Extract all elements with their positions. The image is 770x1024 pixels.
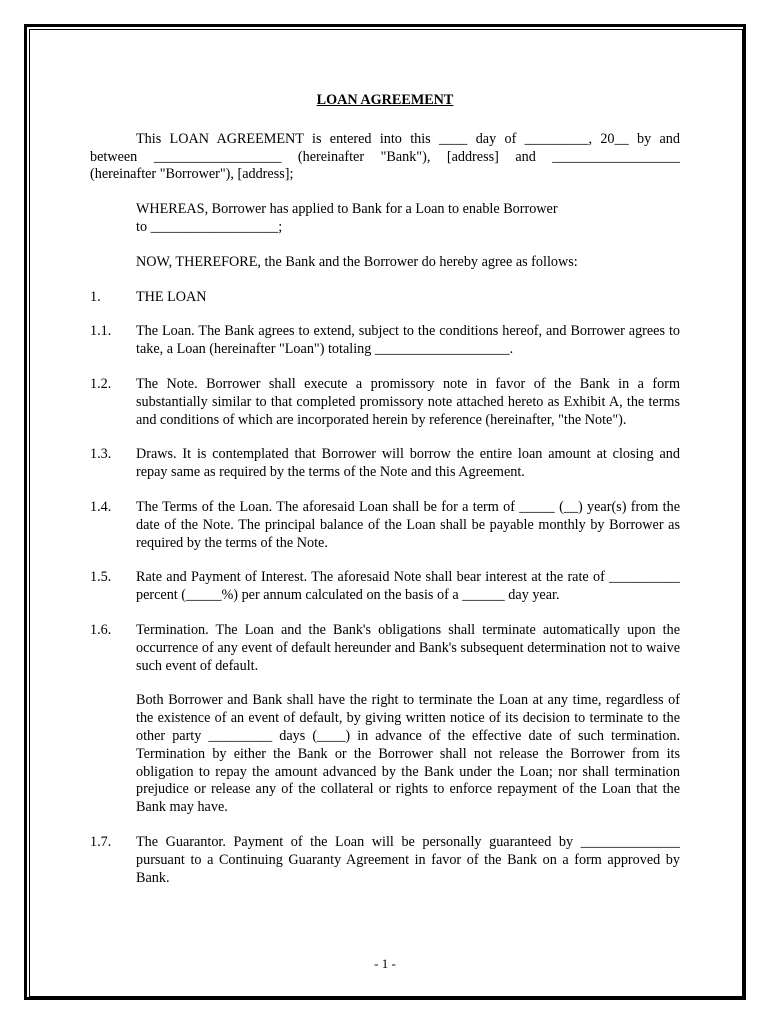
whereas-line-2: to __________________; (136, 218, 283, 235)
clause-text: The Terms of the Loan. The aforesaid Loan shall be for a term of _____ (__) year(s) from the date of the Note. The principal balance of the Loan shall be payable monthly by Borrower as required by the terms of the Note. (136, 498, 680, 551)
clause-text: Draws. It is contemplated that Borrower will borrow the entire loan amount at closing and repay same as required by the terms of the Note and this Agreement. (136, 446, 680, 481)
clause-text: The Guarantor. Payment of the Loan will be personally guaranteed by ______________ pursuant to a Continuing Guaranty Agreement in favor of the Bank on a form approved by Bank. (136, 833, 680, 886)
section-title: THE LOAN (136, 288, 207, 305)
section-number: 1. (90, 288, 101, 305)
clause-text: The Loan. The Bank agrees to extend, subject to the conditions hereof, and Borrower agrees to take, a Loan (hereinafter "Loan") totaling ___________________. (136, 323, 680, 358)
now-therefore-paragraph: NOW, THEREFORE, the Bank and the Borrower do hereby agree as follows: (136, 253, 578, 270)
clause-text: The Note. Borrower shall execute a promissory note in favor of the Bank in a form substantially similar to that completed promissory note attached hereto as Exhibit A, the terms and conditions of which are incorporated herein by reference (hereinafter, "the Note"). (136, 375, 680, 428)
clause-number: 1.3. (90, 446, 112, 463)
whereas-line-1: WHEREAS, Borrower has applied to Bank for a Loan to enable Borrower (136, 201, 558, 218)
intro-line-1: This LOAN AGREEMENT is entered into this ____ day of _________, 20__ by and (136, 130, 680, 147)
whereas-paragraph (136, 201, 680, 237)
clause-1-1 (90, 323, 680, 359)
clause-number: 1.4. (90, 498, 112, 515)
clause-number: 1.7. (90, 833, 112, 850)
intro-paragraph (90, 131, 680, 184)
page-number: - 1 - (374, 956, 396, 971)
section-heading (90, 289, 680, 307)
document-title: LOAN AGREEMENT (316, 92, 454, 108)
termination-followup-paragraph: Both Borrower and Bank shall have the right to terminate the Loan at any time, regardless of the existence of an event of default, by giving written notice of its decision to terminate to the other party _________ days (____) in advance of the effective date of such termination. Termination by either the Bank or the Borrower shall not release the Borrower from its obligation to repay the amount advanced by the Bank under the Loan; nor shall termination prejudice or release any of the collateral or rights to enforce repayment of the Loan that the Bank may have. (136, 692, 680, 816)
clause-text: Termination. The Loan and the Bank's obligations shall terminate automatically upon the occurrence of any event of default hereunder and Bank's subsequent determination not to waive such event of default. (136, 621, 680, 674)
clause-1-6 (90, 622, 680, 675)
clause-1-2 (90, 376, 680, 429)
clause-number: 1.2. (90, 375, 112, 392)
clause-number: 1.1. (90, 323, 112, 340)
clause-number: 1.5. (90, 569, 112, 586)
clause-1-5 (90, 569, 680, 605)
clause-number: 1.6. (90, 621, 112, 638)
intro-line-3: (hereinafter "Borrower"), [address]; (90, 166, 294, 183)
clause-1-7 (90, 834, 680, 887)
intro-line-2: between __________________ (hereinafter "Bank"), [address] and __________________ (90, 148, 680, 165)
document-body (90, 92, 680, 904)
clause-1-4 (90, 499, 680, 552)
clause-1-3 (90, 446, 680, 482)
clause-text: Rate and Payment of Interest. The aforesaid Note shall bear interest at the rate of __________ percent (_____%) per annum calculated on the basis of a ______ day year. (136, 569, 680, 604)
